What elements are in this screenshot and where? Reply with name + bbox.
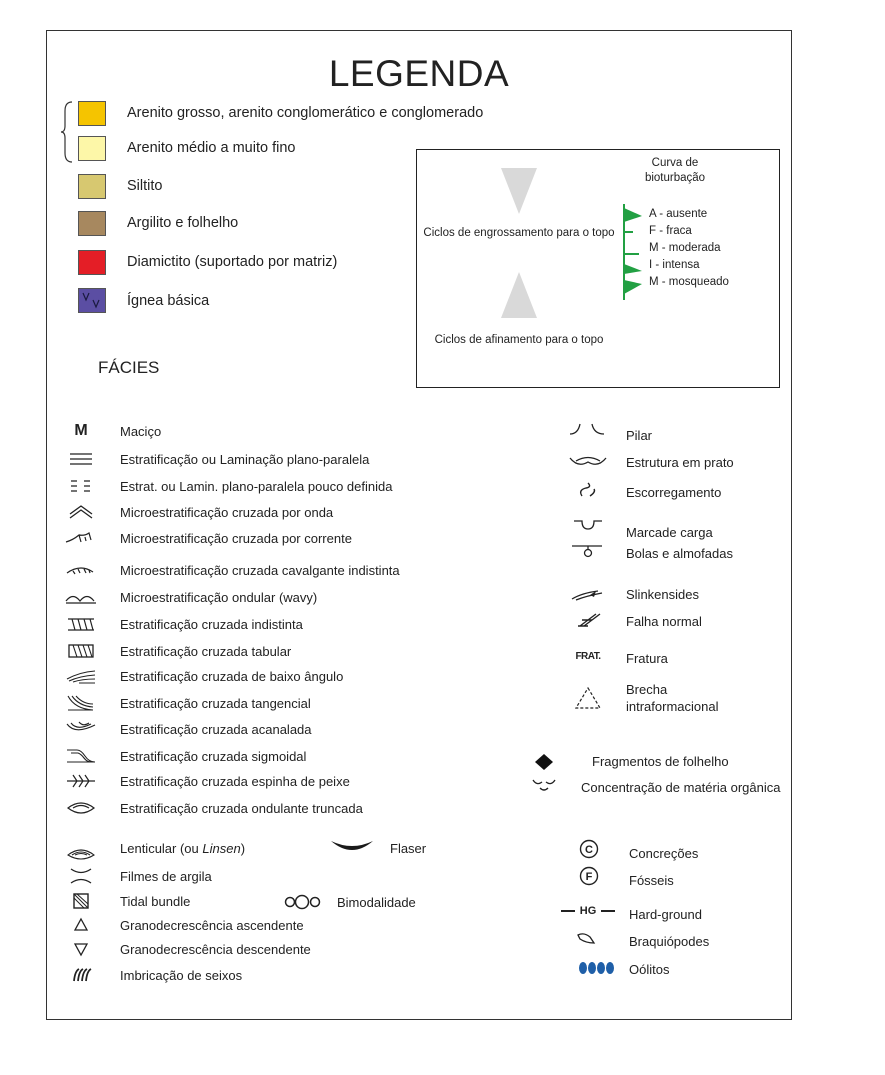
lith-label-coarse-sandstone: Arenito grosso, arenito conglomerático e conglomerado [127, 105, 484, 121]
slickensides-icon [568, 585, 608, 603]
coarsening-cycle-label: Ciclos de engrossamento para o topo [423, 227, 615, 239]
load-mark-icon [568, 517, 608, 535]
tidal-bundle-label: Tidal bundle [120, 894, 191, 909]
fossils-label: Fósseis [629, 873, 674, 888]
facies-label: Estratificação cruzada indistinta [120, 617, 303, 632]
facies-label: Fratura [626, 651, 668, 666]
normal-fault-icon [568, 610, 608, 630]
fossils-icon [578, 865, 600, 887]
swatch-coarse-sandstone [78, 101, 106, 126]
facies-label: Escorregamento [626, 485, 722, 500]
bioturbation-item: F - fraca [649, 225, 692, 237]
facies-label: Estrutura em prato [626, 455, 734, 470]
facies-label: Microestratificação ondular (wavy) [120, 590, 318, 605]
grading-down-icon [64, 939, 98, 959]
low-angle-cross-icon [64, 666, 98, 686]
shale-fragments-icon [533, 752, 555, 772]
bioturbation-item: M - moderada [649, 242, 721, 254]
swatch-siltstone [78, 174, 106, 199]
v-pattern-icon [79, 289, 105, 312]
coarsening-triangle-icon [499, 166, 539, 216]
organic-matter-icon [530, 776, 558, 794]
bioturbation-item: M - mosqueado [649, 276, 729, 288]
grading-up-label: Granodecrescência ascendente [120, 918, 304, 933]
concretions-label: Concreções [629, 846, 699, 861]
ooids-label: Oólitos [629, 962, 670, 977]
bioturbation-item: A - ausente [649, 208, 708, 220]
facies-label: Microestratificação cruzada cavalgante indistinta [120, 563, 400, 578]
fracture-icon [568, 651, 608, 662]
tidal-bundle-icon [64, 891, 98, 911]
truncated-wave-icon [64, 798, 98, 818]
facies-label: Microestratificação cruzada por onda [120, 505, 334, 520]
fining-triangle-icon [499, 270, 539, 320]
flaser-icon [329, 837, 375, 855]
facies-heading: FÁCIES [98, 358, 160, 377]
facies-label: Estratificação cruzada ondulante truncada [120, 801, 363, 816]
brace-icon [61, 101, 75, 163]
bioturbation-item: I - intensa [649, 259, 700, 271]
tangential-cross-icon [64, 693, 98, 713]
facies-label: Microestratificação cruzada por corrente [120, 531, 352, 546]
legend-frame [46, 30, 792, 1020]
climbing-ripple-icon [64, 560, 98, 580]
grading-down-label: Granodecrescência descendente [120, 942, 311, 957]
concretions-icon [578, 838, 600, 860]
indistinct-cross-icon [64, 614, 98, 634]
facies-label: Estratificação cruzada tabular [120, 644, 292, 659]
facies-label: Estratificação cruzada sigmoidal [120, 749, 307, 764]
fracture-tag: FRAT. [575, 651, 601, 662]
plane-parallel-icon [64, 449, 98, 469]
facies-label: Estratificação cruzada de baixo ângulo [120, 669, 344, 684]
massive-m-icon: M [74, 422, 88, 439]
tabular-cross-icon [64, 641, 98, 661]
clay-films-icon [64, 866, 98, 886]
shale-fragments-label: Fragmentos de folhelho [592, 754, 729, 769]
ball-pillow-icon [568, 541, 608, 559]
facies-label: Brecha intraformacional [626, 682, 719, 714]
fining-cycle-label: Ciclos de afinamento para o topo [434, 334, 604, 346]
swatch-fine-sandstone [78, 136, 106, 161]
swatch-diamictite [78, 250, 106, 275]
hardground-icon [561, 901, 615, 921]
poorly-defined-parallel-icon [64, 476, 98, 496]
fossil-letter: F [585, 871, 593, 883]
slump-icon [568, 480, 608, 500]
grading-up-icon [64, 915, 98, 935]
dish-icon [568, 452, 608, 470]
lith-label-diamictite: Diamictito (suportado por matriz) [127, 254, 338, 270]
facies-label: Pilar [626, 428, 653, 443]
brachiopods-icon [574, 929, 600, 947]
trough-cross-icon [64, 719, 98, 739]
facies-label: Marcade carga [626, 525, 713, 540]
breccia-icon [568, 685, 608, 711]
bioturbation-curve-icon [621, 204, 643, 300]
clay-films-label: Filmes de argila [120, 869, 212, 884]
bimodality-icon [283, 893, 323, 911]
bioturbation-title: Curva de bioturbação [644, 157, 706, 184]
ooids-icon [578, 960, 616, 976]
lenticular-label-prefix: Lenticular (ou [120, 841, 203, 856]
herringbone-icon [64, 771, 98, 791]
flaser-label: Flaser [390, 841, 427, 856]
facies-label: Slinkensides [626, 587, 699, 602]
facies-label: Maciço [120, 424, 162, 439]
brachiopods-label: Braquiópodes [629, 934, 710, 949]
lith-label-mudstone: Argilito e folhelho [127, 215, 239, 231]
facies-label: Estratificação cruzada espinha de peixe [120, 774, 350, 789]
hardground-label: Hard-ground [629, 907, 702, 922]
facies-label: Falha normal [626, 614, 702, 629]
legend-title: LEGENDA [328, 53, 510, 94]
imbrication-icon [64, 965, 98, 985]
hardground-tag: HG [575, 903, 601, 919]
lenticular-label-suffix: ) [240, 841, 246, 856]
lith-label-fine-sandstone: Arenito médio a muito fino [127, 140, 296, 156]
pillar-icon [568, 421, 608, 439]
lenticular-label [120, 841, 245, 856]
lith-label-basic-igneous: Ígnea básica [127, 293, 210, 309]
imbrication-label: Imbricação de seixos [120, 968, 243, 983]
facies-label: Estratificação cruzada acanalada [120, 722, 312, 737]
wave-ripple-icon [64, 502, 98, 522]
lenticular-icon [64, 843, 98, 863]
facies-label: Bolas e almofadas [626, 546, 733, 561]
facies-label: Estrat. ou Lamin. plano-paralela pouco definida [120, 479, 393, 494]
lenticular-label-italic: Linsen [202, 841, 241, 856]
facies-label: Estratificação ou Laminação plano-paralela [120, 452, 370, 467]
swatch-mudstone [78, 211, 106, 236]
current-ripple-icon [64, 528, 98, 548]
swatch-basic-igneous [78, 288, 106, 313]
organic-matter-label: Concentração de matéria orgânica [581, 780, 781, 795]
bimodality-label: Bimodalidade [337, 895, 416, 910]
wavy-icon [64, 587, 98, 607]
concretion-letter: C [585, 844, 593, 856]
facies-label: Estratificação cruzada tangencial [120, 696, 311, 711]
sigmoidal-cross-icon [64, 746, 98, 766]
cycles-bioturbation-box [416, 149, 780, 388]
lith-label-siltstone: Siltito [127, 178, 163, 194]
